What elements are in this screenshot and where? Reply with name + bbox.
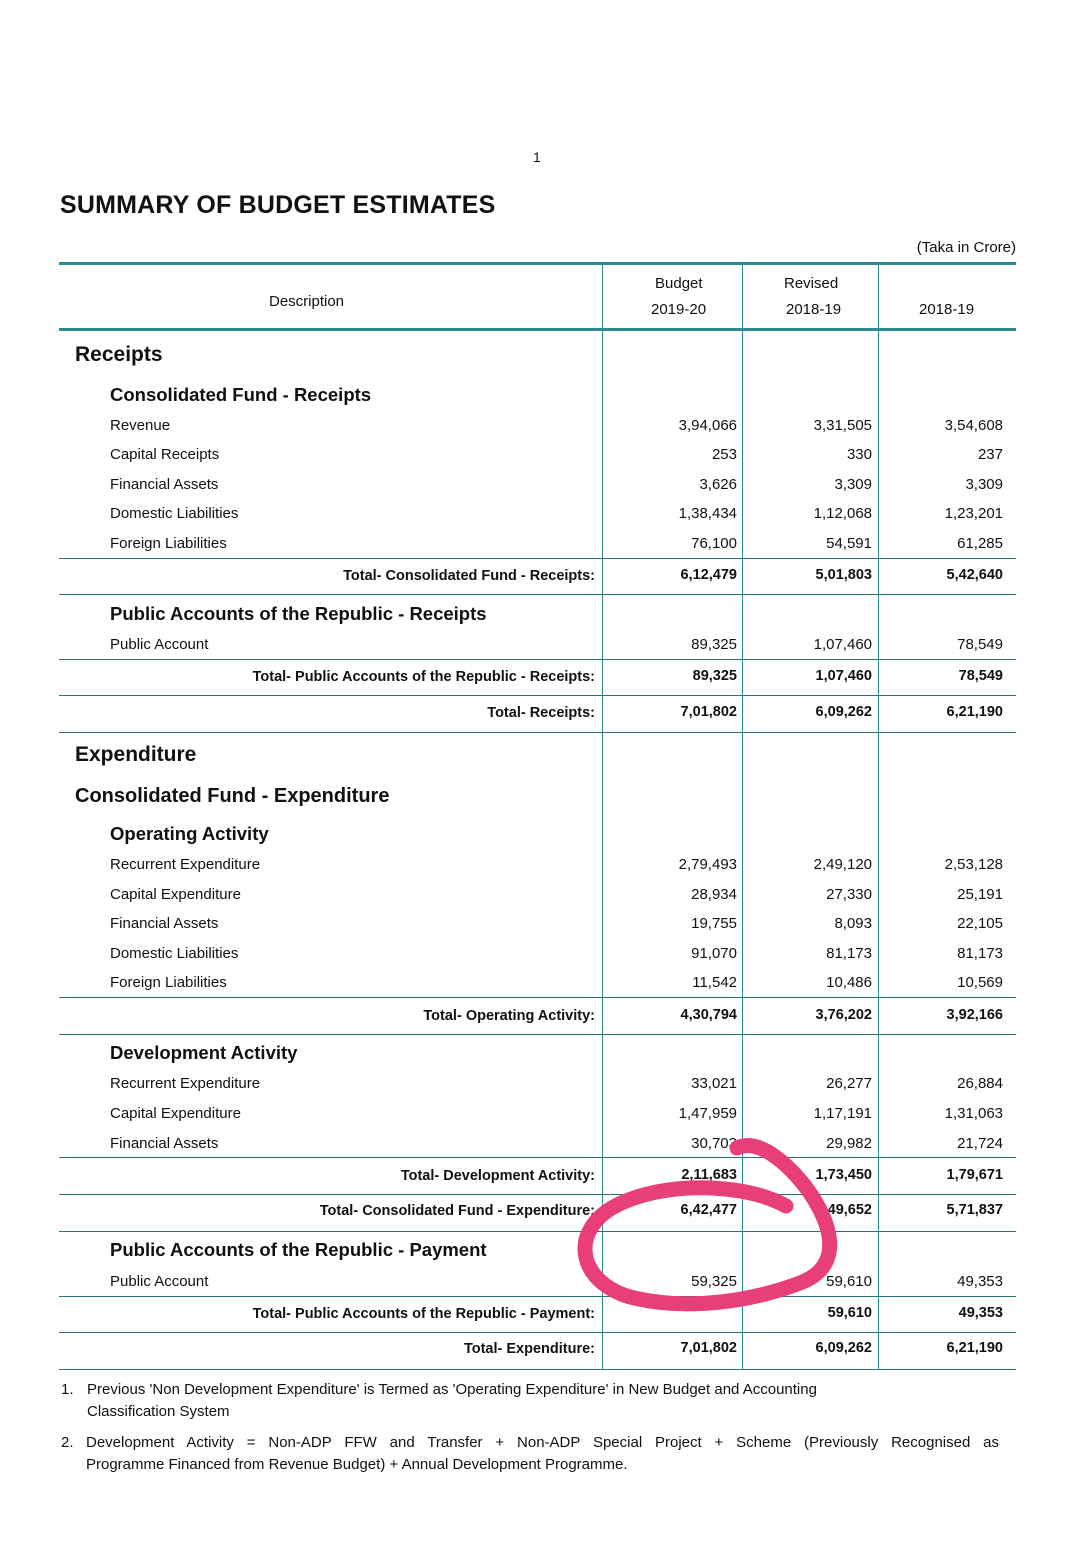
total-value: 6,12,479 xyxy=(680,567,737,583)
row-value: 49,353 xyxy=(957,1273,1003,1290)
row-label: Recurrent Expenditure xyxy=(110,1075,261,1092)
total-label: Total- Consolidated Fund - Expenditure: xyxy=(319,1203,595,1219)
unit-note: (Taka in Crore) xyxy=(916,239,1016,256)
total-value: 6,21,190 xyxy=(946,704,1003,720)
row-value: 330 xyxy=(846,446,872,463)
row-label: Foreign Liabilities xyxy=(110,535,227,552)
row-label: Financial Assets xyxy=(110,476,219,493)
row-value: 19,755 xyxy=(691,915,737,932)
total-value: 7,01,802 xyxy=(680,704,737,720)
total-label: Total- Consolidated Fund - Receipts: xyxy=(343,568,595,584)
note-line: Classification System xyxy=(87,1403,230,1420)
total-label: Total- Receipts: xyxy=(487,705,595,721)
row-value: 22,105 xyxy=(957,915,1003,932)
subsection-cf-expenditure: Consolidated Fund - Expenditure xyxy=(75,785,390,807)
total-value: 6,21,190 xyxy=(946,1340,1003,1356)
total-value: 49,353 xyxy=(958,1305,1003,1321)
row-value: 91,070 xyxy=(691,945,737,962)
total-value: 89,325 xyxy=(692,668,737,684)
header-actual-year: 2018-19 xyxy=(919,301,975,318)
total-value: 6,09,262 xyxy=(815,1340,872,1356)
total-value: 1,73,450 xyxy=(815,1167,872,1183)
total-value: 59,610 xyxy=(827,1305,872,1321)
total-value: 5,42,640 xyxy=(946,567,1003,583)
subsection-development: Development Activity xyxy=(110,1042,298,1063)
row-value: 59,325 xyxy=(691,1273,737,1290)
row-value: 25,191 xyxy=(957,886,1003,903)
row-value: 3,626 xyxy=(699,476,737,493)
row-label: Public Account xyxy=(110,1273,209,1290)
row-value: 10,486 xyxy=(826,974,872,991)
row-value: 8,093 xyxy=(834,915,872,932)
header-revised: Revised xyxy=(784,275,839,292)
row-value: 2,53,128 xyxy=(944,856,1003,873)
total-value: 4,30,794 xyxy=(680,1007,737,1023)
subsection-pa-payment: Public Accounts of the Republic - Payment xyxy=(110,1239,487,1260)
subsection-pa-receipts: Public Accounts of the Republic - Receipts xyxy=(110,603,487,624)
row-value: 26,277 xyxy=(826,1075,872,1092)
row-value: 10,569 xyxy=(957,974,1003,991)
total-value: 6,09,262 xyxy=(815,704,872,720)
total-value: 5,49,652 xyxy=(815,1202,872,1218)
row-value: 3,54,608 xyxy=(944,417,1003,434)
row-value: 3,94,066 xyxy=(678,417,737,434)
row-value: 3,309 xyxy=(965,476,1003,493)
row-label: Revenue xyxy=(110,417,171,434)
row-value: 237 xyxy=(977,446,1003,463)
row-value: 33,021 xyxy=(691,1075,737,1092)
total-value: 7,01,802 xyxy=(680,1340,737,1356)
row-label: Financial Assets xyxy=(110,915,219,932)
row-value: 54,591 xyxy=(826,535,872,552)
row-value: 253 xyxy=(711,446,737,463)
total-value: 5,71,837 xyxy=(946,1202,1003,1218)
note-number: 2. xyxy=(61,1434,74,1451)
row-value: 27,330 xyxy=(826,886,872,903)
row-value: 2,49,120 xyxy=(813,856,872,873)
header-revised-year: 2018-19 xyxy=(786,301,842,318)
row-label: Domestic Liabilities xyxy=(110,505,239,522)
row-value: 1,31,063 xyxy=(944,1105,1003,1122)
section-expenditure: Expenditure xyxy=(75,743,197,766)
row-value: 1,47,959 xyxy=(678,1105,737,1122)
total-label: Total- Public Accounts of the Republic - Receipts: xyxy=(252,669,595,685)
row-label: Foreign Liabilities xyxy=(110,974,227,991)
page-number: 1 xyxy=(533,149,541,165)
row-label: Capital Expenditure xyxy=(110,886,241,903)
header-budget-year: 2019-20 xyxy=(651,301,707,318)
row-value: 1,07,460 xyxy=(813,636,872,653)
row-label: Recurrent Expenditure xyxy=(110,856,261,873)
row-value: 3,31,505 xyxy=(813,417,872,434)
row-value: 26,884 xyxy=(957,1075,1003,1092)
row-label: Capital Expenditure xyxy=(110,1105,241,1122)
row-value: 1,38,434 xyxy=(678,505,737,522)
total-value: 3,92,166 xyxy=(946,1007,1003,1023)
page-title: SUMMARY OF BUDGET ESTIMATES xyxy=(60,191,496,219)
row-value: 29,982 xyxy=(826,1135,872,1152)
row-value: 1,17,191 xyxy=(813,1105,872,1122)
total-label: Total- Operating Activity: xyxy=(423,1008,595,1024)
note-line: Previous 'Non Development Expenditure' is Termed as 'Operating Expenditure' in New Budget and Accounting xyxy=(87,1381,817,1398)
row-value: 1,12,068 xyxy=(813,505,872,522)
row-value: 89,325 xyxy=(691,636,737,653)
row-value: 11,542 xyxy=(692,974,737,991)
row-label: Domestic Liabilities xyxy=(110,945,239,962)
row-value: 78,549 xyxy=(957,636,1003,653)
row-label: Financial Assets xyxy=(110,1135,219,1152)
row-value: 28,934 xyxy=(691,886,737,903)
row-value: 61,285 xyxy=(957,535,1003,552)
row-value: 1,23,201 xyxy=(944,505,1003,522)
row-value: 59,610 xyxy=(826,1273,872,1290)
row-label: Capital Receipts xyxy=(110,446,220,463)
row-value: 2,79,493 xyxy=(678,856,737,873)
row-value: 30,703 xyxy=(691,1135,737,1152)
row-value: 81,173 xyxy=(826,945,872,962)
total-value: 1,07,460 xyxy=(815,668,872,684)
total-value: 5,01,803 xyxy=(815,567,872,583)
note-line: Programme Financed from Revenue Budget) + Annual Development Programme. xyxy=(86,1456,628,1473)
total-value: 3,76,202 xyxy=(815,1007,872,1023)
note-number: 1. xyxy=(61,1381,74,1398)
total-value: 2,11,683 xyxy=(681,1167,737,1183)
total-label: Total- Public Accounts of the Republic - Payment: xyxy=(252,1306,595,1322)
subsection-operating: Operating Activity xyxy=(110,823,269,844)
row-value: 76,100 xyxy=(691,535,737,552)
header-budget: Budget xyxy=(655,275,703,292)
total-value: 1,79,671 xyxy=(946,1167,1003,1183)
row-value: 81,173 xyxy=(957,945,1003,962)
section-receipts: Receipts xyxy=(75,343,163,366)
total-value: 6,42,477 xyxy=(680,1202,737,1218)
row-label: Public Account xyxy=(110,636,209,653)
row-value: 3,309 xyxy=(834,476,872,493)
total-label: Total- Development Activity: xyxy=(400,1168,595,1184)
subsection-cf-receipts: Consolidated Fund - Receipts xyxy=(110,384,372,405)
total-value: 78,549 xyxy=(958,668,1003,684)
header-description: Description xyxy=(269,293,345,310)
note-line: Development Activity = Non-ADP FFW and Transfer + Non-ADP Special Project + Scheme (Previously Recognised as xyxy=(86,1434,999,1451)
annotation-stroke xyxy=(585,1146,830,1304)
row-value: 21,724 xyxy=(957,1135,1003,1152)
total-label: Total- Expenditure: xyxy=(463,1341,595,1357)
